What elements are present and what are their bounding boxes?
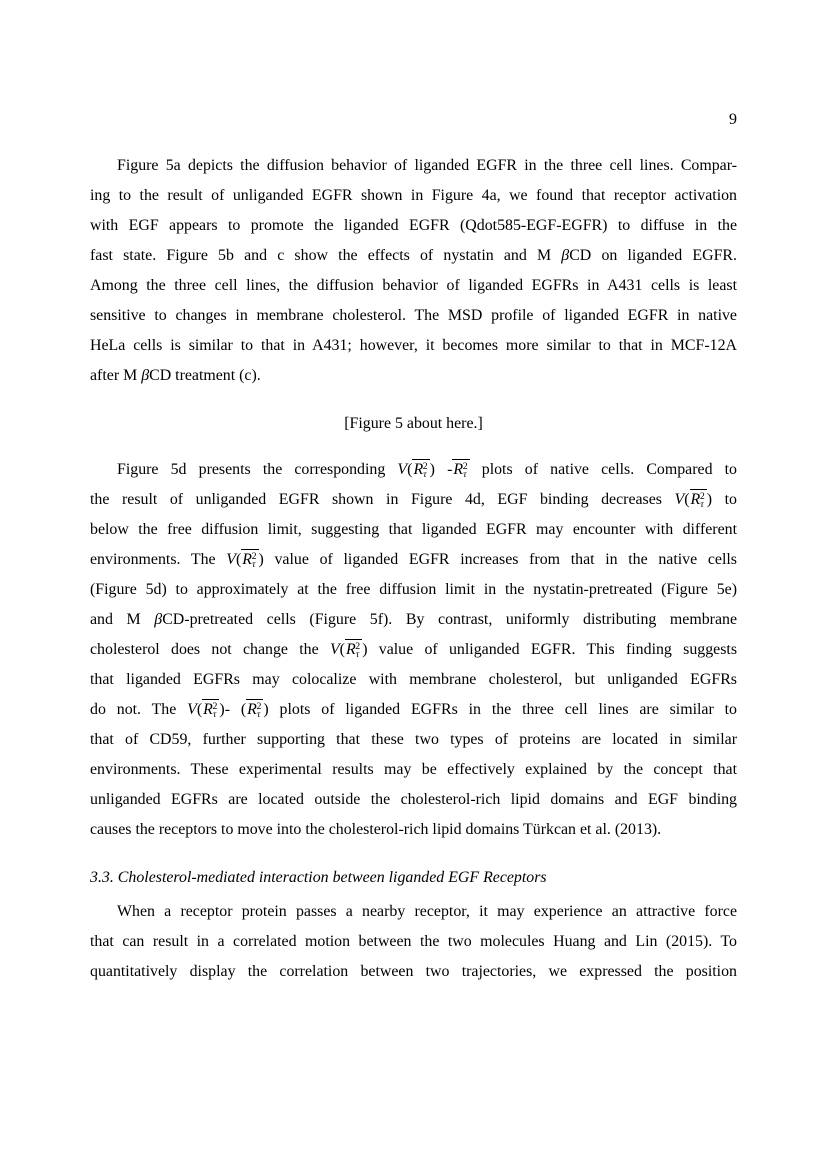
text-line: below the free diffusion limit, suggesting that liganded EGFR may encounter with different (90, 521, 737, 538)
paragraph-figure5a-diffusion (90, 151, 737, 391)
text-line: the result of unliganded EGFR shown in Figure 4d, EGF binding decreases $V(R\tau^2$ ) to (90, 491, 737, 510)
section-heading: 3.3. Cholesterol-mediated interaction between liganded EGF Receptors (90, 869, 547, 886)
text-line: that of CD59, further supporting that these two types of proteins are located in similar (90, 731, 737, 748)
text-line: cholesterol does not change the $V(R\tau^2$ ) value of unliganded EGFR. This finding suggests (90, 641, 737, 660)
text-line: ing to the result of unliganded EGFR shown in Figure 4a, we found that receptor activation (90, 187, 737, 204)
paragraph-figure5d-variance-plots (90, 455, 737, 845)
paragraph-receptor-correlation (90, 897, 737, 987)
text-line: Figure 5a depicts the diffusion behavior of liganded EGFR in the three cell lines. Compar- (117, 157, 737, 174)
text-line: environments. These experimental results may be effectively explained by the concept that (90, 761, 737, 778)
text-line: that can result in a correlated motion between the two molecules Huang and Lin (2015). To (90, 933, 737, 950)
text-line: causes the receptors to move into the cholesterol-rich lipid domains Türkcan et al. (2013). (90, 821, 662, 838)
text-line: environments. The $V(R\tau^2$ ) value of liganded EGFR increases from that in the native cells (90, 551, 737, 570)
text-line: When a receptor protein passes a nearby receptor, it may experience an attractive force (117, 903, 737, 920)
page-number: 9 (729, 111, 737, 128)
text-line: with EGF appears to promote the liganded EGFR (Qdot585-EGF-EGFR) to diffuse in the (90, 217, 737, 234)
text-line: fast state. Figure 5b and c show the effects of nystatin and M βCD on liganded EGFR. (90, 247, 737, 264)
text-line: unliganded EGFRs are located outside the cholesterol-rich lipid domains and EGF binding (90, 791, 737, 808)
text-line: that liganded EGFRs may colocalize with membrane cholesterol, but unliganded EGFRs (90, 671, 737, 688)
text-line: and M βCD-pretreated cells (Figure 5f). By contrast, uniformly distributing membrane (90, 611, 737, 628)
text-line: do not. The $V(R\tau^2$ )- ($R\tau^2$ ) plots of liganded EGFRs in the three cell lines are similar to (90, 701, 737, 720)
text-line: Figure 5d presents the corresponding $V(R\tau^2$ ) $-R\tau^2$ plots of native cells. Compared to (117, 461, 737, 480)
text-line: Among the three cell lines, the diffusion behavior of liganded EGFRs in A431 cells is least (90, 277, 737, 294)
text-line: HeLa cells is similar to that in A431; however, it becomes more similar to that in MCF-12A (90, 337, 737, 354)
text-line: (Figure 5d) to approximately at the free diffusion limit in the nystatin-pretreated (Figure 5e) (90, 581, 737, 598)
text-line: after M βCD treatment (c). (90, 367, 261, 384)
text-line: quantitatively display the correlation between two trajectories, we expressed the position (90, 963, 737, 980)
figure-placeholder: [Figure 5 about here.] (344, 415, 483, 432)
text-block (90, 0, 737, 987)
text-line: sensitive to changes in membrane cholesterol. The MSD profile of liganded EGFR in native (90, 307, 737, 324)
